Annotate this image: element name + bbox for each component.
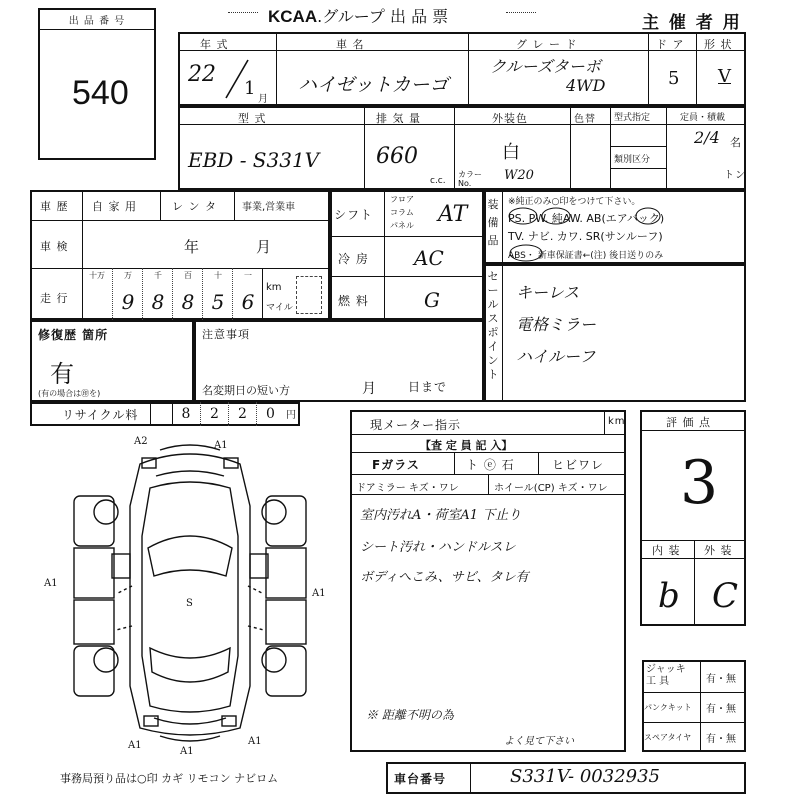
reg-month: 月 bbox=[362, 381, 377, 397]
inspection-month: 月 bbox=[256, 238, 273, 256]
office-note: 事務局預り品は○印 カギ リモコン ナビロム bbox=[60, 772, 279, 785]
ac-value: AC bbox=[414, 246, 444, 270]
equipment-circles bbox=[502, 204, 682, 264]
type-label: 形 状 bbox=[704, 38, 733, 51]
recycle-digit: 2 bbox=[228, 402, 256, 426]
glass-option-1[interactable]: ト ⓔ 石 bbox=[466, 458, 515, 472]
chassis-value: S331V- 0032935 bbox=[510, 766, 661, 787]
shift-floor[interactable]: フロア bbox=[390, 195, 414, 204]
mile-checkbox[interactable] bbox=[296, 276, 322, 314]
capacity-label: 定員・積載 bbox=[680, 113, 726, 123]
mileage-digit-cell bbox=[142, 268, 172, 320]
inspector-label: 【査 定 員 記 入】 bbox=[420, 439, 513, 452]
grade-line2: 4WD bbox=[566, 76, 606, 95]
capacity-value: 2/4 bbox=[694, 128, 720, 147]
model-value: EBD - S331V bbox=[188, 148, 320, 172]
color-no-value: W20 bbox=[504, 168, 534, 183]
comment-3: ボディへこみ、サビ、タレ有 bbox=[360, 570, 529, 585]
recycle-digits bbox=[172, 402, 284, 426]
mileage-digit-value: 8 bbox=[151, 290, 165, 314]
mileage-digit-label: 千 bbox=[154, 271, 162, 280]
mileage-label: 走 行 bbox=[40, 292, 69, 305]
mileage-digit-value: 5 bbox=[211, 290, 225, 314]
fuel-value: G bbox=[424, 288, 440, 312]
mark-a1-top: A1 bbox=[214, 440, 228, 451]
glass-label: Fガラス bbox=[372, 458, 420, 472]
lot-number-box bbox=[38, 8, 156, 160]
mirror-option: キズ・ワレ bbox=[408, 483, 459, 494]
recycle-label: リサイクル料 bbox=[62, 408, 139, 422]
year-label: 年 式 bbox=[200, 38, 229, 51]
mileage-digit-label: 一 bbox=[244, 271, 252, 280]
displacement-label: 排 気 量 bbox=[376, 112, 421, 125]
mileage-digit-cell bbox=[82, 268, 112, 320]
history-label: 車 歴 bbox=[40, 200, 69, 213]
rental-option[interactable]: レ ン タ bbox=[172, 200, 217, 213]
shift-panel[interactable]: パネル bbox=[390, 221, 414, 230]
mark-a2-bottom: A1 bbox=[248, 736, 262, 747]
notes-label: 注意事項 bbox=[202, 328, 250, 341]
shift-label: シフト bbox=[334, 208, 374, 222]
equipment-note: ※純正のみ○印をつけて下さい。 bbox=[508, 197, 641, 207]
mileage-digit-value: 9 bbox=[121, 290, 135, 314]
equipment-line3[interactable]: ABS・ 新車保証書←(注) 後日送りのみ bbox=[508, 251, 664, 261]
brand-logo: KCAA bbox=[268, 7, 318, 26]
equipment-label: 装 備 品 bbox=[487, 198, 499, 247]
mileage-digits bbox=[82, 268, 262, 320]
mileage-digit-cell bbox=[112, 268, 142, 320]
repair-note: (有の場合は㊞を) bbox=[38, 389, 101, 398]
repair-value: 有 bbox=[50, 360, 74, 388]
mileage-digit-label: 十 bbox=[214, 271, 222, 280]
car-name-value: ハイゼットカーゴ bbox=[298, 74, 449, 96]
grade-line1: クルーズターボ bbox=[490, 57, 601, 76]
type-designation-label: 型式指定 bbox=[614, 113, 651, 123]
comment-2: シート汚れ・ハンドルスレ bbox=[360, 540, 516, 555]
mark-a1-left: A1 bbox=[44, 578, 58, 589]
inspection-year: 年 bbox=[184, 238, 201, 256]
mark-a1-bottom-left: A1 bbox=[128, 740, 142, 751]
repair-label: 修復歴 箇所 bbox=[38, 328, 109, 342]
mileage-digit-value: 6 bbox=[241, 290, 255, 314]
mile-unit: マイル bbox=[266, 303, 293, 313]
car-name-label: 車 名 bbox=[336, 38, 365, 51]
sales-point-1: キーレス bbox=[516, 283, 580, 302]
exterior-value: C bbox=[712, 576, 739, 616]
bottom-note-1: ※ 距離不明の為 bbox=[366, 708, 454, 722]
fuel-label: 燃 料 bbox=[338, 294, 369, 308]
mileage-digit-label: 万 bbox=[124, 271, 132, 280]
rating-value: 3 bbox=[680, 448, 719, 518]
meter-unit: km bbox=[608, 416, 626, 427]
cc-unit: c.c. bbox=[430, 176, 446, 186]
km-unit: km bbox=[266, 282, 282, 293]
organizer-label: 主 催 者 用 bbox=[642, 13, 742, 33]
grade-label: グ レ ー ド bbox=[516, 38, 578, 51]
door-value: 5 bbox=[668, 68, 680, 89]
equipment-line1[interactable]: PS. PW. 純AW. AB(エアバック) bbox=[508, 212, 665, 225]
jack-label: ジャッキ 工 具 bbox=[646, 664, 686, 687]
exterior-color-label: 外装色 bbox=[492, 112, 528, 125]
header-title bbox=[268, 4, 448, 27]
meter-label: 現メーター指示 bbox=[370, 418, 462, 432]
recycle-digit: 8 bbox=[181, 406, 191, 422]
mileage-digit-cell bbox=[202, 268, 232, 320]
capacity-unit: 名 bbox=[730, 136, 742, 149]
lot-number-label: 出 品 番 号 bbox=[40, 12, 154, 30]
chassis-label: 車台番号 bbox=[394, 772, 447, 786]
color-no-label: カラー No. bbox=[458, 170, 482, 188]
mileage-digit-label: 百 bbox=[184, 271, 192, 280]
inspection-label: 車 検 bbox=[40, 240, 69, 253]
car-damage-diagram bbox=[40, 436, 340, 756]
mileage-digit-value: 8 bbox=[181, 290, 195, 314]
spare-value[interactable]: 有・無 bbox=[706, 734, 736, 745]
reg-date-label: 名変期日の短い方 bbox=[202, 384, 290, 397]
header-dots bbox=[228, 12, 258, 13]
business-option[interactable]: 事業,営業車 bbox=[242, 202, 296, 213]
door-label: ド ア bbox=[656, 38, 685, 51]
interior-label: 内 装 bbox=[652, 544, 681, 557]
mark-a1-bottom: A1 bbox=[180, 746, 194, 757]
month-value: 1 bbox=[244, 78, 256, 99]
sales-points-label: セ ー ル ス ポ イ ン ト bbox=[487, 270, 499, 381]
puncture-label: パンクキット bbox=[644, 703, 692, 712]
spare-label: スペアタイヤ bbox=[644, 733, 692, 742]
rating-label: 評 価 点 bbox=[666, 416, 711, 429]
mirror-label: ドアミラー キズ・ワレ bbox=[356, 483, 459, 494]
mileage-digit-label: 十万 bbox=[89, 271, 105, 280]
model-label: 型 式 bbox=[238, 112, 267, 125]
interior-value: b bbox=[658, 576, 680, 616]
lot-number-value: 540 bbox=[72, 74, 129, 112]
recycle-digit: 2 bbox=[200, 402, 228, 426]
private-use-option[interactable]: 自 家 用 bbox=[92, 200, 137, 213]
ton-unit: トン bbox=[724, 170, 746, 181]
sales-point-2: 電格ミラー bbox=[516, 315, 597, 334]
jack-value[interactable]: 有・無 bbox=[706, 674, 736, 685]
wheel-label: ホイール(CP) キズ・ワレ bbox=[494, 483, 608, 494]
repaint-label: 色替 bbox=[574, 114, 596, 125]
exterior-color-value: 白 bbox=[502, 142, 520, 163]
type-value: V bbox=[718, 66, 731, 87]
mark-s: S bbox=[186, 598, 193, 609]
mileage-digit-cell bbox=[172, 268, 202, 320]
bottom-note-2: よく見て下さい bbox=[504, 736, 574, 747]
class-label: 類別区分 bbox=[614, 155, 651, 165]
displacement-value: 660 bbox=[376, 144, 418, 169]
shift-value: AT bbox=[438, 202, 468, 227]
recycle-digit: 0 bbox=[256, 402, 284, 426]
month-unit: 月 bbox=[258, 94, 269, 105]
mark-a1-right: A1 bbox=[312, 588, 326, 599]
comment-1: 室内汚れA・荷室A1 下止り bbox=[360, 508, 522, 523]
wheel-option: キズ・ワレ bbox=[557, 483, 608, 494]
year-value: 22 bbox=[188, 62, 216, 87]
shift-column[interactable]: コラム bbox=[390, 208, 414, 217]
exterior-label: 外 装 bbox=[704, 544, 733, 557]
puncture-value[interactable]: 有・無 bbox=[706, 704, 736, 715]
ac-label: 冷 房 bbox=[338, 252, 369, 266]
glass-option-2[interactable]: ヒビワレ bbox=[552, 458, 605, 472]
reg-day: 日まで bbox=[408, 380, 448, 394]
group-title: .グループ 出 品 票 bbox=[317, 7, 449, 26]
header-dots-right bbox=[506, 12, 536, 13]
mileage-digit-cell bbox=[232, 268, 262, 320]
equipment-line2[interactable]: TV. ナビ. カワ. SR(サンルーフ) bbox=[508, 230, 663, 243]
mark-a2-top: A2 bbox=[134, 436, 148, 447]
sales-point-3: ハイルーフ bbox=[516, 347, 596, 366]
yen-unit: 円 bbox=[286, 410, 297, 421]
